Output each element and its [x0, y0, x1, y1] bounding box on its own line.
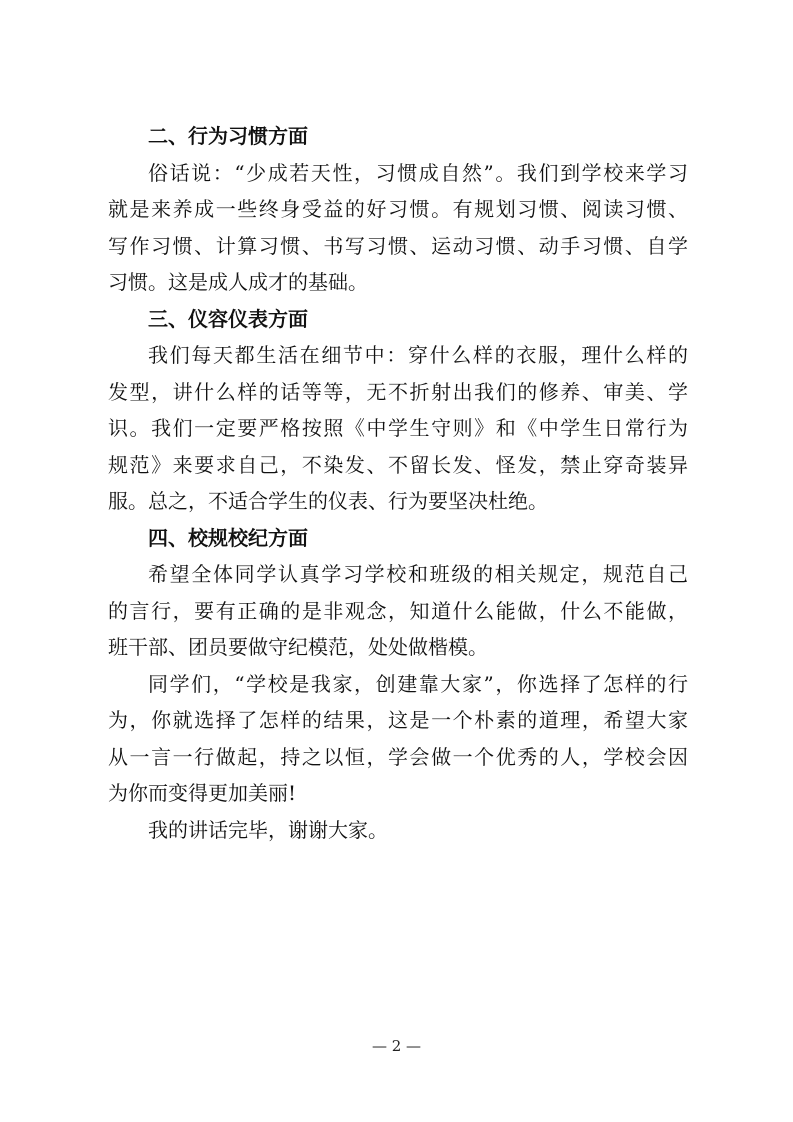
text-line: 发型，讲什么样的话等等，无不折射出我们的修养、审美、学: [108, 379, 688, 404]
text-line: 习惯。这是成人成才的基础。: [108, 270, 368, 294]
text-line: 同学们，“学校是我家，创建靠大家”，你选择了怎样的行: [148, 671, 688, 696]
paragraph: [108, 556, 688, 666]
page-number: — 2 —: [371, 1037, 422, 1055]
text-line: 为，你就选择了怎样的结果，这是一个朴素的道理，希望大家: [108, 708, 688, 732]
text-line: 我们每天都生活在细节中：穿什么样的衣服，理什么样的: [148, 343, 688, 367]
text-line: 的言行，要有正确的是非观念，知道什么能做，什么不能做，: [108, 598, 688, 623]
paragraph: [108, 666, 688, 812]
section-heading: 四、校规校纪方面: [148, 525, 308, 550]
text-line: 识。我们一定要严格按照《中学生守则》和《中学生日常行为: [108, 416, 688, 440]
text-line: 俗话说：“少成若天性，习惯成自然”。我们到学校来学习: [148, 160, 688, 185]
text-line: 从一言一行做起，持之以恒，学会做一个优秀的人，学校会因: [108, 744, 688, 769]
text-line: 服。总之，不适合学生的仪表、行为要坚决杜绝。: [108, 489, 548, 513]
paragraph: [108, 337, 688, 520]
text-line: 希望全体同学认真学习学校和班级的相关规定，规范自己: [148, 562, 688, 586]
text-line: 规范》来要求自己，不染发、不留长发、怪发，禁止穿奇装异: [108, 452, 688, 477]
section-heading: 二、行为习惯方面: [148, 124, 308, 148]
section-heading: 三、仪容仪表方面: [148, 306, 308, 331]
text-line: 写作习惯、计算习惯、书写习惯、运动习惯、动手习惯、自学: [108, 233, 688, 258]
text-line: 就是来养成一些终身受益的好习惯。有规划习惯、阅读习惯、: [108, 197, 688, 221]
text-line: 我的讲话完毕，谢谢大家。: [148, 817, 388, 842]
paragraph: [108, 812, 688, 849]
paragraph: [108, 155, 688, 301]
text-line: 班干部、团员要做守纪模范，处处做楷模。: [108, 635, 488, 659]
text-line: 为你而变得更加美丽!: [108, 781, 297, 805]
document-body: [108, 118, 688, 848]
